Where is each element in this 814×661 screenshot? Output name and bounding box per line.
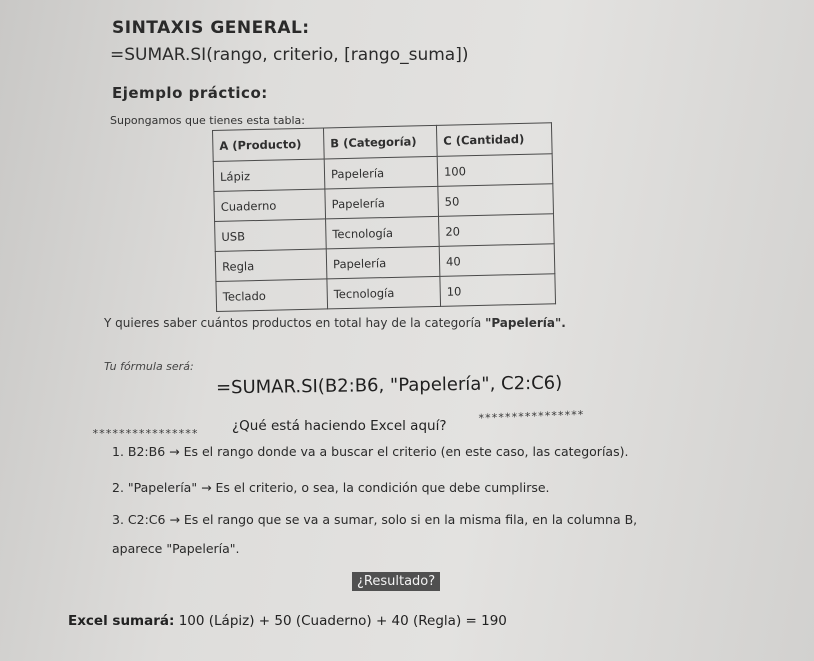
cell-producto: Teclado [216,279,328,312]
product-table [212,122,556,312]
question-category: "Papelería". [485,316,566,330]
cell-producto: Lápiz [213,159,325,192]
table-row [216,274,556,312]
question-text [104,316,566,330]
excel-sum-label: Excel sumará: [68,613,175,629]
header-categoria: B (Categoría) [323,125,437,159]
cell-cantidad: 40 [439,244,555,277]
syntax-heading: SINTAXIS GENERAL: [112,18,310,38]
your-formula-label: Tu fórmula será: [104,360,194,373]
cell-producto: Cuaderno [214,189,326,222]
header-cantidad: C (Cantidad) [436,123,552,157]
cell-cantidad: 10 [440,274,556,307]
cell-categoria: Papelería [326,246,440,279]
cell-cantidad: 20 [439,214,555,247]
explanation-item-3: 3. C2:C6 → Es el rango que se va a sumar, solo si en la misma fila, en la columna B, [112,512,638,527]
cell-producto: Regla [215,249,327,282]
explanation-item-1: 1. B2:B6 → Es el rango donde va a buscar el criterio (en este caso, las categorías). [112,444,629,459]
result-label: ¿Resultado? [352,572,440,591]
cell-cantidad: 100 [437,154,553,187]
explanation-item-3-continued: aparece "Papelería". [112,541,240,556]
cell-categoria: Tecnología [327,276,441,309]
stars-divider-right: **************** [477,408,585,425]
excel-sum-value: 100 (Lápiz) + 50 (Cuaderno) + 40 (Regla) = 190 [178,613,507,629]
cell-cantidad: 50 [438,184,554,217]
cell-categoria: Papelería [324,156,438,189]
syntax-text: =SUMAR.SI(rango, criterio, [rango_suma]) [110,45,469,65]
stars-divider-left: **************** [92,427,198,440]
excel-sum-text [68,613,507,629]
explanation-item-2: 2. "Papelería" → Es el criterio, o sea, la condición que debe cumplirse. [112,480,550,495]
what-excel-heading: ¿Qué está haciendo Excel aquí? [232,418,447,434]
header-producto: A (Producto) [213,128,325,162]
question-prefix: Y quieres saber cuántos productos en total hay de la categoría [104,316,486,330]
cell-producto: USB [215,219,327,252]
formula-text: =SUMAR.SI(B2:B6, "Papelería", C2:C6) [215,372,563,399]
cell-categoria: Papelería [325,186,439,219]
suppose-text: Supongamos que tienes esta tabla: [110,114,305,127]
example-heading: Ejemplo práctico: [112,84,268,102]
cell-categoria: Tecnología [326,216,440,249]
